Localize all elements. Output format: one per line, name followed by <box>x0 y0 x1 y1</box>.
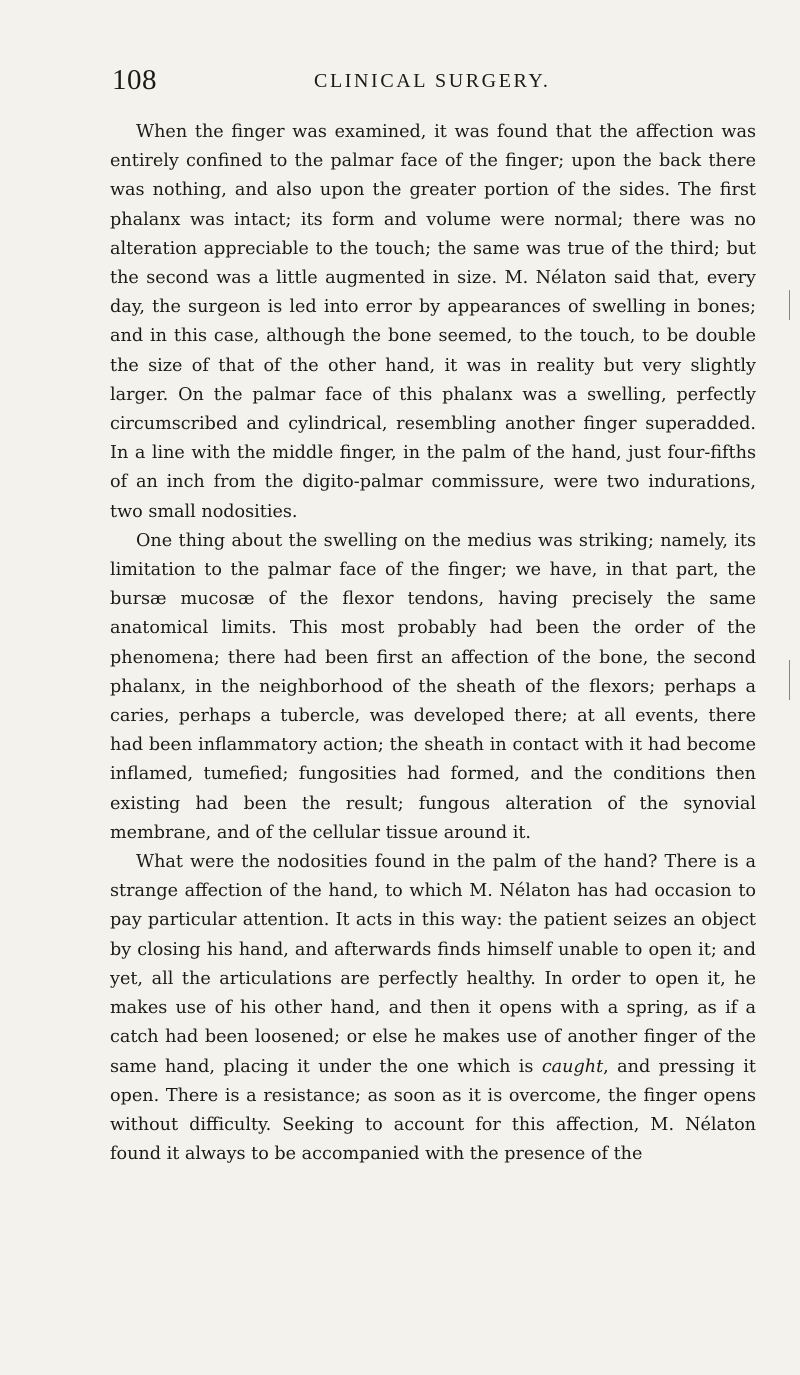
paragraph-finger-examination: When the finger was examined, it was found that the affection was entirely confined to the palmar face of the finger; upon the back there was nothing, and also upon the greater portion of the sides. The first phalanx was intact; its form and volume were normal; there was no alteration appreciable to the touch; the same was true of the third; but the second was a little augmented in size. M. Nélaton said that, every day, the surgeon is led into error by appearances of swelling in bones; and in this case, although the bone seemed, to the touch, to be double the size of that of the other hand, it was in reality but very slightly larger. On the palmar face of this phalanx was a swelling, perfectly circumscribed and cylindrical, resembling another finger superadded. In a line with the middle finger, in the palm of the hand, just four-fifths of an inch from the digito-palmar commissure, were two indurations, two small nodosities. <box>110 122 756 522</box>
page-number: 108 <box>112 64 157 96</box>
paragraph-medius-swelling: One thing about the swelling on the medius was striking; namely, its limitation to the palmar face of the finger; we have, in that part, the bursæ mucosæ of the flexor tendons, having precisely the same anatomical limits. This most probably had been the order of the phenomena; there had been first an affection of the bone, the second phalanx, in the neighborhood of the sheath of the flexors; perhaps a caries, perhaps a tubercle, was developed there; at all events, there had been inflammatory action; the sheath in contact with it had become inflamed, tumefied; fungosities had formed, and the conditions then existing had been the result; fungous alteration of the synovial membrane, and of the cellular tissue around it. <box>110 530 756 843</box>
paragraph-nodosities <box>110 848 756 1169</box>
page-edge-mark <box>789 660 790 700</box>
paragraph-text-start: What were the nodosities found in the palm of the hand? There is a strange affection of the hand, to which M. Nélaton has had occasion to pay particular attention. It acts in this way: the patient seizes an object by closing his hand, and afterwards finds himself unable to open it; and yet, all the articulations are perfectly healthy. In order to open it, he makes use of his other hand, and then it opens with a spring, as if a catch had been loosened; or else he makes use of another finger of the same hand, placing it under the one which is <box>110 852 756 1077</box>
italic-word: caught <box>541 1056 604 1077</box>
paragraph-text-end: , and pressing it open. There is a resistance; as soon as it is overcome, the finger opens without difficulty. Seeking to account for this affection, M. Nélaton found it always to be accompanied with the presence of the <box>110 1056 757 1165</box>
body-text <box>110 118 756 1169</box>
page-edge-mark <box>789 290 790 320</box>
running-head <box>112 62 752 98</box>
running-title: CLINICAL SURGERY. <box>314 70 551 92</box>
